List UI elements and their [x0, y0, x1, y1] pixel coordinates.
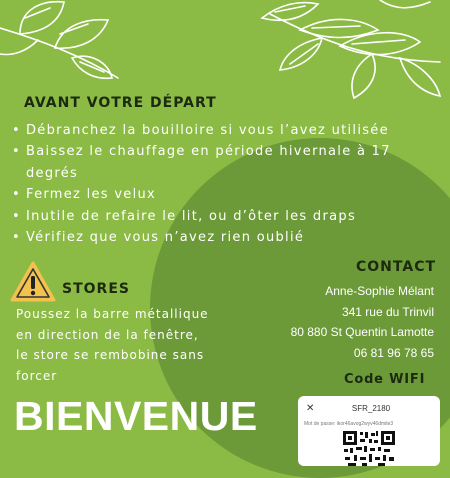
list-item: • Inutile de refaire le lit, ou d’ôter les draps	[12, 206, 422, 227]
list-item: • Vérifiez que vous n’avez rien oublié	[12, 227, 422, 248]
leaf	[55, 20, 108, 49]
leaf	[262, 3, 318, 21]
contact-city: 80 880 St Quentin Lamotte	[290, 325, 434, 340]
stores-line: le store se rembobine sans	[16, 348, 205, 362]
stores-title: STORES	[62, 281, 130, 297]
leaf	[280, 38, 322, 70]
warning-icon	[10, 261, 56, 303]
leaf	[400, 58, 440, 96]
wifi-title: Code WIFI	[344, 372, 426, 387]
contact-phone: 06 81 96 78 65	[353, 346, 434, 361]
stores-line: en direction de la fenêtre,	[16, 327, 199, 342]
contact-street: 341 rue du Trinvil	[341, 304, 434, 319]
list-item: • Baissez le chauffage en période hivernale à 17 degrés	[12, 141, 422, 184]
departure-title: AVANT VOTRE DÉPART	[24, 95, 217, 111]
close-icon: ✕	[306, 403, 315, 414]
wifi-ssid: SFR_2180	[351, 404, 391, 413]
list-item: • Fermez les velux	[12, 184, 422, 205]
contact-name: Anne-Sophie Mélant	[325, 284, 434, 298]
leaf	[380, 0, 430, 8]
wifi-card	[298, 396, 440, 466]
welcome-heading: BIENVENUE	[14, 393, 258, 439]
wifi-password: Mot de passe: ikor46avog2wyv46dmite3	[304, 421, 394, 427]
contact-block	[291, 281, 434, 364]
leaf	[0, 40, 38, 54]
stores-instructions	[16, 304, 236, 386]
contact-title: CONTACT	[356, 259, 437, 275]
qr-code-icon	[342, 430, 396, 466]
departure-list	[12, 120, 422, 248]
stores-line: forcer	[16, 368, 58, 383]
leaf	[352, 54, 375, 98]
list-item: • Débranchez la bouilloire si vous l’avez utilisée	[12, 120, 422, 141]
stores-line: Poussez la barre métallique	[16, 307, 209, 321]
